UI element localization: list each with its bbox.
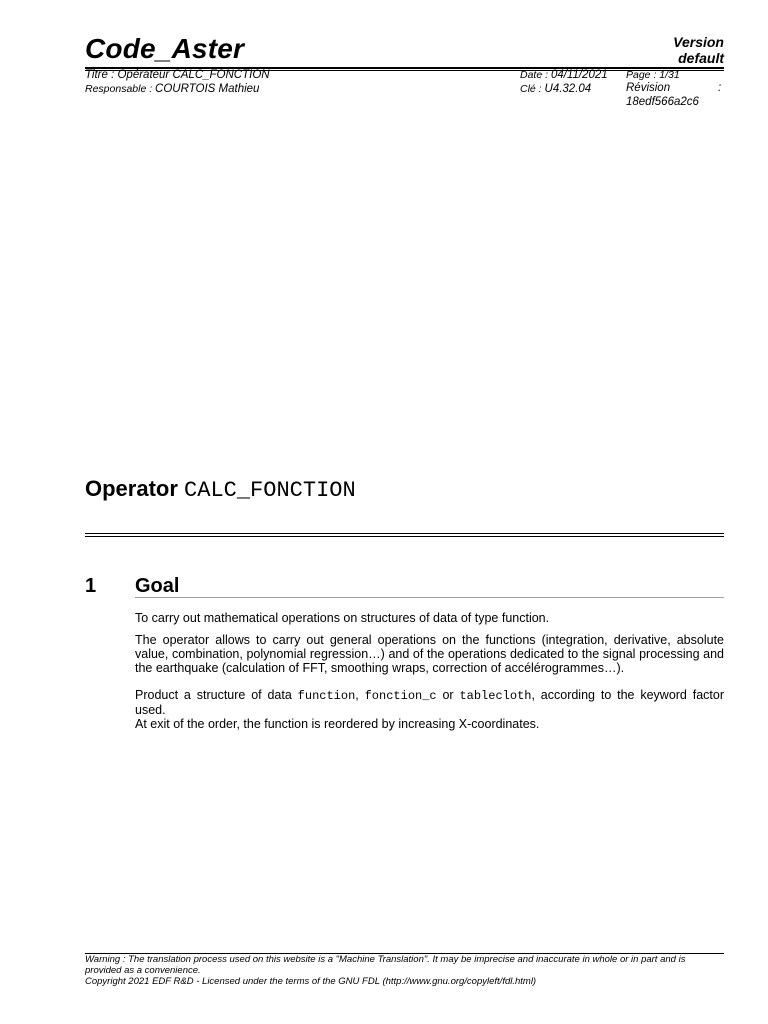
title-rule-bottom [85, 536, 724, 537]
p3-code-function: function [297, 689, 356, 703]
paragraph-2: The operator allows to carry out general operations on the functions (integration, derivative, absolute value, combination, polynomial regression…) and of the operations dedicated to the signal processing and the earthquake (calculation of FFT, smoothing wraps, correction of accélérogrammes…). [135, 633, 724, 675]
paragraph-4: At exit of the order, the function is reordered by increasing X-coordinates. [135, 717, 540, 731]
title-rule-top [85, 533, 724, 534]
section-number: 1 [85, 575, 97, 597]
title-word: Operator [85, 476, 178, 501]
section-rule [135, 597, 724, 598]
responsable-value: COURTOIS Mathieu [155, 83, 260, 95]
meta-cle [520, 82, 591, 96]
code-aster-logo: Code_Aster [85, 33, 245, 64]
revision-colon: : [718, 82, 722, 94]
meta-responsable [85, 82, 259, 96]
revision-label: Révision [626, 82, 671, 94]
footer-warning: Warning : The translation process used on this website is a "Machine Translation". It may be imprecise and inaccurate in whole or in part and is provided as a convenience. [85, 954, 686, 976]
meta-page [626, 68, 680, 82]
title-code: CALC_FONCTION [184, 478, 356, 503]
page-label: Page : [626, 69, 660, 81]
meta-date [520, 68, 608, 82]
date-value: 04/11/2021 [550, 69, 608, 81]
date-label: Date : [520, 69, 551, 81]
p3-sep-2: or [436, 688, 460, 702]
meta-titre: Titre : Opérateur CALC_FONCTION [85, 69, 270, 81]
section-title: Goal [135, 575, 180, 597]
footer-copyright: Copyright 2021 EDF R&D - Licensed under the terms of the GNU FDL (http://www.gnu.org/copyleft/fdl.html) [85, 976, 537, 987]
footer [85, 954, 724, 987]
responsable-label: Responsable : [85, 83, 156, 95]
paragraph-1: To carry out mathematical operations on structures of data of type function. [135, 611, 550, 625]
paragraph-3 [135, 688, 724, 717]
p3-text-b: , according to the keyword factor used. [135, 688, 725, 717]
cle-value: U4.32.04 [544, 83, 592, 95]
p3-text-a: Product a structure of data [135, 688, 298, 702]
version-block [673, 34, 724, 66]
cle-label: Clé : [520, 83, 545, 95]
p3-sep-1: , [355, 688, 365, 702]
p3-code-tablecloth: tablecloth [459, 689, 532, 703]
version-value: default [678, 50, 724, 66]
revision-value: 18edf566a2c6 [626, 96, 699, 108]
p3-code-fonction-c: fonction_c [364, 689, 437, 703]
page-value: 1/31 [659, 69, 680, 81]
document-title [85, 476, 356, 503]
version-label: Version [673, 34, 724, 50]
